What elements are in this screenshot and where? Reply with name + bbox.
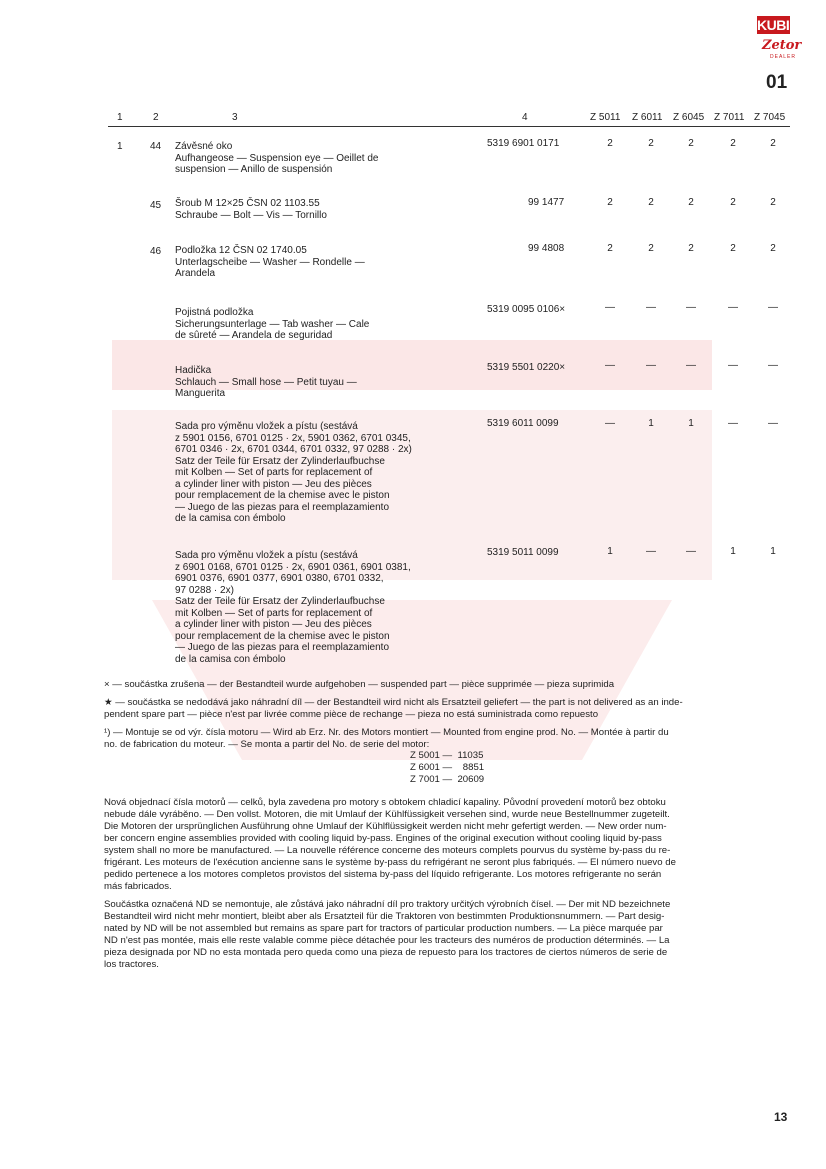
row-qty-z5011: 1 [607, 546, 613, 557]
row-qty-z6045: — [686, 546, 696, 557]
col-header-4: 4 [522, 112, 528, 123]
row-part-number: 5319 5501 0220× [487, 362, 566, 373]
row-qty-z6045: — [686, 302, 696, 313]
row-part-number: 99 4808 [528, 243, 565, 254]
note-new-order-numbers: Nová objednací čísla motorů — celků, byla zavedena pro motory s obtokem chladicí kapaliny. Původní provedení motorů bez obtoku nebude dále vyráběno. — Den vollst. Motoren, die mit Umlauf der Kühlfüssigkeit versehen sind, wurde neue Bestellnummer zugeteilt. Die Motoren der ursprünglichen Ausführung ohne Umlauf der Kühlflüssigkeit werden nicht mehr gefertigt werden. — New order num- ber concern engine assemblies provided with cooling liquid by-pass. Engines of the original execution without cooling liquid by-pass system shall no more be manufactured. — La nouvelle référence concerne des moteurs complets pourvus du système by-pass du re- frigérant. Les moteurs de l'exécution ancienne sans le système by-pass du refrigérant ne seront plus fabriqués. — El número nuevo de pedido pertenece a los motores completos provistos del sistema by-pass del líquido refrigerante. Los motores refrigerante no serán más fabricados. [104, 797, 676, 892]
brand-logo: KUBIK [757, 17, 799, 33]
row-part-number: 5319 5011 0099 [487, 547, 559, 558]
row-qty-z5011: 2 [607, 197, 613, 208]
table-header [0, 112, 826, 126]
row-qty-z7045: — [768, 418, 778, 429]
header-rule [108, 126, 790, 127]
row-qty-z6011: 2 [648, 138, 654, 149]
row-qty-z7011: 2 [730, 138, 736, 149]
row-description: Závěsné oko Aufhangeose — Suspension eye — Oeillet de suspension — Anillo de suspensión [175, 141, 379, 175]
row-qty-z5011: — [605, 302, 615, 313]
row-item-no: 1 [117, 141, 123, 152]
row-description: Šroub M 12×25 ČSN 02 1103.55 Schraube — Bolt — Vis — Tornillo [175, 198, 327, 221]
row-description: Sada pro výměnu vložek a pístu (sestává z 6901 0168, 6701 0125 · 2x, 6901 0361, 6901 0381, 6901 0376, 6901 0377, 6901 0380, 6701 0332, 97 0288 · 2x) Satz der Teile für Ersatz der Zylinderlaufbuchse mit Kolben — Set of parts for replacement of a cylinder liner with piston — Jeu des pièces pour remplacement de la chemise avec le piston — Juego de las piezas para el reemplazamiento de la camisa con émbolo [175, 550, 411, 665]
brand-sub-logo: Zetor [762, 38, 802, 53]
row-qty-z7011: 1 [730, 546, 736, 557]
row-qty-z7045: — [768, 360, 778, 371]
row-part-number: 5319 6901 0171 [487, 138, 560, 149]
col-header-z7045: Z 7045 [754, 112, 786, 123]
row-qty-z7011: — [728, 302, 738, 313]
row-position: 46 [150, 246, 162, 257]
row-qty-z5011: 2 [607, 138, 613, 149]
row-qty-z5011: — [605, 418, 615, 429]
page-number: 13 [774, 1110, 788, 1124]
row-position: 45 [150, 200, 162, 211]
row-qty-z6011: 1 [648, 418, 654, 429]
row-qty-z6045: 2 [688, 197, 694, 208]
row-qty-z7011: 2 [730, 243, 736, 254]
row-qty-z6011: 2 [648, 197, 654, 208]
brand-dealer-label: DEALER [770, 54, 797, 60]
row-qty-z7045: 2 [770, 243, 776, 254]
row-qty-z7011: — [728, 418, 738, 429]
row-qty-z7045: — [768, 302, 778, 313]
row-description: Sada pro výměnu vložek a pístu (sestává z 5901 0156, 6701 0125 · 2x, 5901 0362, 6701 0345, 6701 0346 · 2x, 6701 0344, 6701 0332, 97 0288 · 2x) Satz der Teile für Ersatz der Zylinderlaufbuchse mit Kolben — Set of parts for replacement of a cylinder liner with piston — Jeu des pièces pour remplacement de la chemise avec le piston — Juego de las piezas para el reemplazamiento de la camisa con émbolo [175, 421, 412, 524]
row-qty-z5011: — [605, 360, 615, 371]
col-header-2: 2 [153, 112, 159, 123]
row-description: Hadička Schlauch — Small hose — Petit tuyau — Manguerita [175, 365, 357, 399]
row-qty-z7045: 1 [770, 546, 776, 557]
section-code: 01 [766, 72, 788, 93]
col-header-z5011: Z 5011 [590, 112, 621, 123]
row-description: Podložka 12 ČSN 02 1740.05 Unterlagscheibe — Washer — Rondelle — Arandela [175, 245, 365, 279]
note-suspended-part: × — součástka zrušena — der Bestandteil wurde aufgehoben — suspended part — pièce supprimée — pieza suprimida [104, 679, 615, 690]
row-qty-z6011: — [646, 546, 656, 557]
note-not-delivered: ★ — součástka se nedodává jako náhradní díl — der Bestandteil wird nicht als Ersatzteil geliefert — the part is not delivered as an inde- pendent spare part — pièce n'est par livrée comme pièce de rechange — pieza no está suministrada como repuesto [104, 697, 683, 720]
row-qty-z6045: 1 [688, 418, 694, 429]
row-qty-z7045: 2 [770, 138, 776, 149]
row-qty-z7011: — [728, 360, 738, 371]
row-part-number: 5319 0095 0106× [487, 304, 566, 315]
row-part-number: 5319 6011 0099 [487, 418, 559, 429]
note-engine-prod-number: ¹) — Montuje se od výr. čísla motoru — Wird ab Erz. Nr. des Motors montiert — Mounted from engine prod. No. — Montée à partir du no. de fabrication du moteur. — Se monta a partir del No. de serie del motor: [104, 727, 669, 750]
row-qty-z6045: — [686, 360, 696, 371]
row-qty-z7045: 2 [770, 197, 776, 208]
row-qty-z6045: 2 [688, 138, 694, 149]
col-header-3: 3 [232, 112, 238, 123]
col-header-z6011: Z 6011 [632, 112, 663, 123]
row-qty-z6011: — [646, 360, 656, 371]
row-qty-z7011: 2 [730, 197, 736, 208]
row-qty-z6045: 2 [688, 243, 694, 254]
engine-serial-list: Z 5001 — 11035 Z 6001 — 8851 Z 7001 — 20609 [410, 750, 485, 785]
col-header-1: 1 [117, 112, 123, 123]
row-qty-z5011: 2 [607, 243, 613, 254]
note-nd-parts: Součástka označená ND se nemontuje, ale zůstává jako náhradní díl pro traktory určitých výrobních čísel. — Der mit ND bezeichnete Bestandteil wird nicht mehr montiert, bleibt aber als Ersatzteil für die Traktoren von bestimmten Produktionsnummern. — Part desig- nated by ND will be not assembled but remains as spare part for tractors of particular production numbers. — La pièce marquée par ND n'est pas montée, mais elle reste valable comme pièce détachée pour les tracteurs des numéros de production déterminés. — La pieza designada por ND no esta montada pero queda como una pieza de repuesto para los tractores de ciertos números de serie de los tractores. [104, 899, 671, 970]
row-qty-z6011: — [646, 302, 656, 313]
col-header-z6045: Z 6045 [673, 112, 705, 123]
col-header-z7011: Z 7011 [714, 112, 745, 123]
row-qty-z6011: 2 [648, 243, 654, 254]
row-description: Pojistná podložka Sicherungsunterlage — Tab washer — Cale de sûreté — Arandela de seguridad [175, 307, 370, 341]
row-part-number: 99 1477 [528, 197, 565, 208]
row-position: 44 [150, 141, 162, 152]
